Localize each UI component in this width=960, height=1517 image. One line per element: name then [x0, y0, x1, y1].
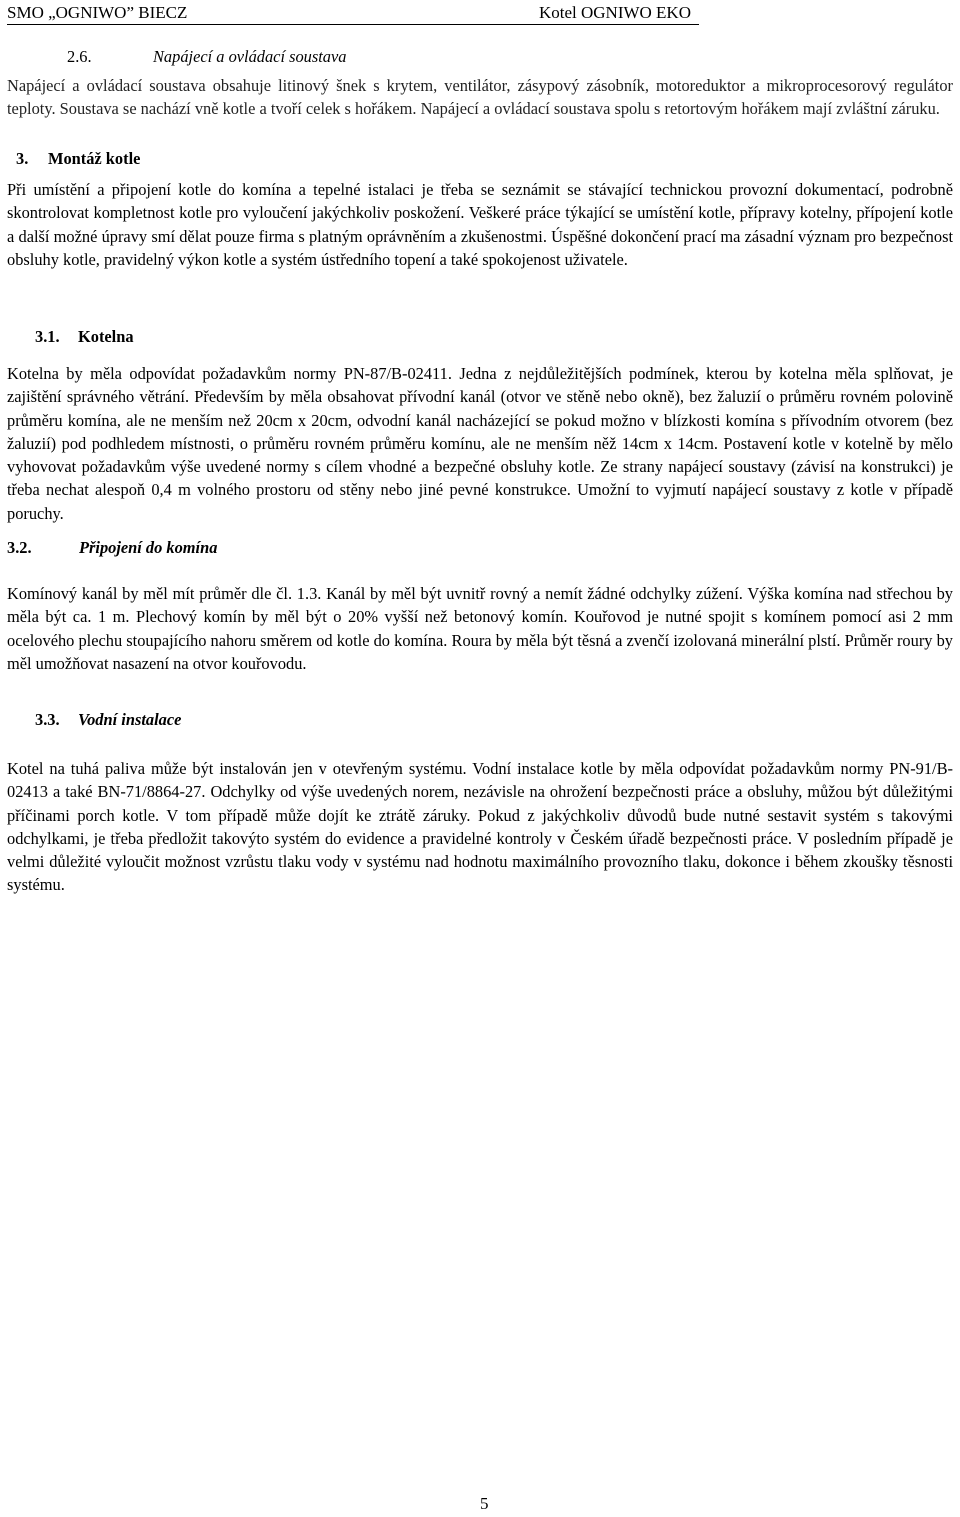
section-2-6-text: Napájecí a ovládací soustava obsahuje litinový šnek s krytem, ventilátor, zásypový zásobník, motoreduktor a mikroprocesorový regulátor teploty. Soustava se nachází vně kotle a tvoří celek s hořákem. Napájecí a ovládací soustava spolu s retortovým hořákem mají zvláštní záruku.	[7, 76, 953, 119]
section-3-2-heading	[7, 537, 217, 559]
section-title: Montáž kotle	[48, 149, 141, 168]
section-number: 3.2.	[7, 538, 32, 557]
section-title: Připojení do komína	[79, 538, 218, 557]
section-3-3-heading	[35, 709, 181, 731]
section-2-6-heading	[67, 46, 346, 68]
section-3-1-heading	[35, 326, 134, 348]
section-3-text: Při umístění a připojení kotle do komína a tepelné istalaci je třeba se seznámit se stávající technickou provozní dokumentací, podrobně skontrolovat kompletnost kotle pro vyloučení jakýchkoliv poskožení. Veškeré práce týkající se umístění kotle, přípravy kotelny, přípojení kotle a další možné úpravy smí dělat pouze firma s platným oprávněním a zkušenostmi. Úspěšné dokončení prací ma zásadní význam pro bezpečnost obsluhy kotle, pravidelný výkon kotle a systém ústředního topení a také spokojenost uživatele.	[7, 180, 953, 269]
section-3-3-text: Kotel na tuhá paliva může být instalován jen v otevřeným systému. Vodní instalace kotle by měla odpovídat požadavkům normy PN-91/B-02413 a také BN-71/8864-27. Odchylky od výše uvedených norem, nezávisle na ohrožení bezpečnosti práce a obsluhy, můžou být důležitými příčinami porch kotle. V tom případě může dojít ke ztrátě záruky. Pokud z jakýchkoliv důvodů bude nutné sestavit systém s takovými odchylkami, je třeba předložit takovýto systém do evidence a pravidelné kontroly v Českém úřadě bezpečnosti práce. V posledním případě je velmi důležité vyloučit možnost vzrůstu tlaku vody v systému nad hodnotu maximálního provozního tlaku, dokonce i během zkoušky těsnosti systému.	[7, 759, 953, 895]
page-number: 5	[480, 1494, 489, 1513]
section-title: Vodní instalace	[78, 710, 182, 729]
page-header	[7, 2, 699, 25]
header-right: Kotel OGNIWO EKO	[538, 3, 691, 22]
section-title: Kotelna	[78, 327, 134, 346]
section-3-heading	[16, 148, 140, 170]
header-left: SMO „OGNIWO” BIECZ	[7, 3, 188, 22]
section-number: 3.3.	[35, 710, 60, 729]
section-title: Napájecí a ovládací soustava	[153, 47, 347, 66]
section-number: 3.	[16, 149, 29, 168]
section-3-2-text: Komínový kanál by měl mít průměr dle čl. 1.3. Kanál by měl být uvnitř rovný a nemít žádné odchylky zúžení. Výška komína nad střechou by měla být ca. 1 m. Plechový komín by měl být o 20% vyšší než betonový komín. Kouřovod je nutné spojit s komínem pomocí asi 2 mm ocelového plechu stoupajícího nahoru směrem od kotle do komína. Roura by měla být těsná a zvenčí izolovaná minerální plstí. Průměr roury by měl umožňovat nasazení na otvor kouřovodu.	[7, 584, 953, 673]
section-number: 3.1.	[35, 327, 60, 346]
section-number: 2.6.	[67, 47, 92, 66]
section-3-1-text: Kotelna by měla odpovídat požadavkům normy PN-87/B-02411. Jedna z nejdůležitějších podmínek, kterou by kotelna měla splňovat, je zajištění správného větrání. Především by měla obsahovat přívodní kanál (otvor ve stěně nebo okně), bez žaluzií o průměru rovném polovině průměru komína, ale ne menším než 20cm x 20cm, odvodní kanál nacházející se pokud možno v blízkosti komína s přívodním otvorem (bez žaluzií) pod podhledem místnosti, o průměru rovném průměru komínu, ale ne menším něž 14cm x 14cm. Postavení kotle v kotelně by mělo vyhovovat požadavkům výše uvedené normy s cílem vhodné a bezpečné obsluhy kotle. Ze strany napájecí soustavy (závisí na konstrukci) je třeba nechat alespoň 0,4 m volného prostoru od stěny nebo jiné pevné konstrukce. Umožní to vyjmutí napájecí soustavy z kotle v případě poruchy.	[7, 364, 953, 523]
